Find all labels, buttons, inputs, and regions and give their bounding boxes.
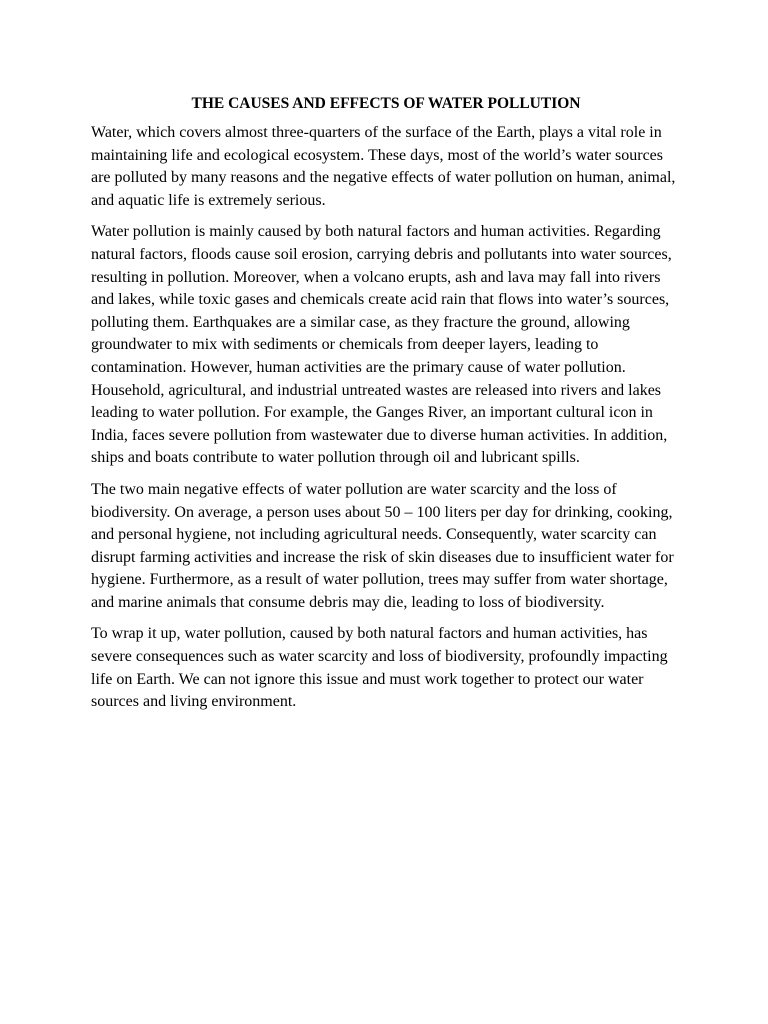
paragraph-causes: Water pollution is mainly caused by both natural factors and human activities. Regarding natural factors, floods cause soil erosion, carrying debris and pollutants into water sources, resulting in pollution. Moreover, when a volcano erupts, ash and lava may fall into rivers and lakes, while toxic gases and chemicals create acid rain that flows into water’s sources, polluting them. Earthquakes are a similar case, as they fracture the ground, allowing groundwater to mix with sediments or chemicals from deeper layers, leading to contamination. However, human activities are the primary cause of water pollution. Household, agricultural, and industrial untreated wastes are released into rivers and lakes leading to water pollution. For example, the Ganges River, an important cultural icon in India, faces severe pollution from wastewater due to diverse human activities. In addition, ships and boats contribute to water pollution through oil and lubricant spills. [91, 223, 672, 467]
document-title: THE CAUSES AND EFFECTS OF WATER POLLUTION [191, 95, 581, 112]
document-body [91, 93, 681, 723]
paragraph-effects: The two main negative effects of water pollution are water scarcity and the loss of biodiversity. On average, a person uses about 50 – 100 liters per day for drinking, cooking, and personal hygiene, not including agricultural needs. Consequently, water scarcity can disrupt farming activities and increase the risk of skin diseases due to insufficient water for hygiene. Furthermore, as a result of water pollution, trees may suffer from water shortage, and marine animals that consume debris may die, leading to loss of biodiversity. [91, 480, 674, 611]
paragraph-introduction: Water, which covers almost three-quarters of the surface of the Earth, plays a vital role in maintaining life and ecological ecosystem. These days, most of the world’s water sources are polluted by many reasons and the negative effects of water pollution on human, animal, and aquatic life is extremely serious. [91, 124, 676, 209]
paragraph-conclusion: To wrap it up, water pollution, caused by both natural factors and human activities, has severe consequences such as water scarcity and loss of biodiversity, profoundly impacting life on Earth. We can not ignore this issue and must work together to protect our water sources and living environment. [91, 625, 668, 711]
